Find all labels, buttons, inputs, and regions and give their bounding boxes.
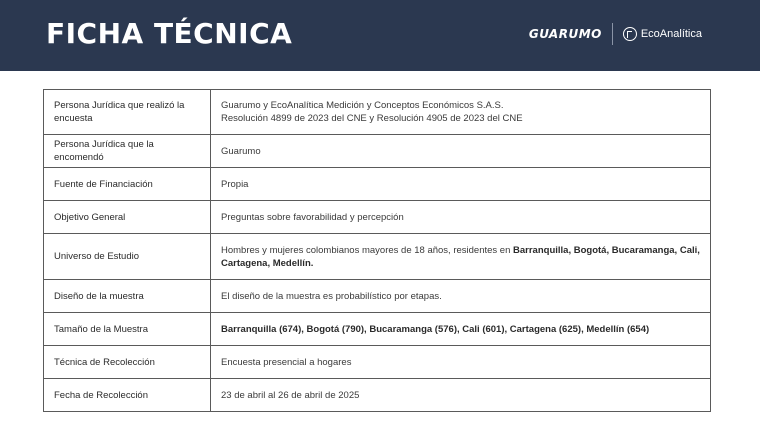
row-value-line: Guarumo y EcoAnalítica Medición y Conceptos Económicos S.A.S. <box>221 100 504 111</box>
table-row <box>44 201 711 234</box>
row-label: Fecha de Recolección <box>44 379 211 412</box>
ficha-table <box>43 89 711 412</box>
row-label: Objetivo General <box>44 201 211 234</box>
logo-divider <box>612 23 613 45</box>
header-banner <box>0 0 760 71</box>
row-label: Persona Jurídica que la encomendó <box>44 135 211 168</box>
logo-group <box>529 22 702 46</box>
row-value <box>211 234 711 280</box>
table-row <box>44 234 711 280</box>
row-label: Tamaño de la Muestra <box>44 313 211 346</box>
table-row <box>44 346 711 379</box>
row-value <box>211 90 711 135</box>
row-value: Propia <box>211 168 711 201</box>
table-row <box>44 90 711 135</box>
row-label: Diseño de la muestra <box>44 280 211 313</box>
row-value: Encuesta presencial a hogares <box>211 346 711 379</box>
row-value-cities: Barranquilla, Bogotá, Bucaramanga, Cali, Cartagena, Medellín. <box>221 244 700 269</box>
ecoanalitica-logo <box>623 27 702 41</box>
table-row <box>44 168 711 201</box>
ecoanalitica-mark-icon <box>623 27 637 41</box>
table-row <box>44 280 711 313</box>
row-value: Guarumo <box>211 135 711 168</box>
row-value <box>211 313 711 346</box>
row-value-text: Hombres y mujeres colombianos mayores de 18 años, residentes en <box>221 244 511 256</box>
page-title: FICHA TÉCNICA <box>46 17 293 50</box>
table-row <box>44 135 711 168</box>
row-value-line: Resolución 4899 de 2023 del CNE y Resolución 4905 de 2023 del CNE <box>221 113 523 124</box>
row-label: Fuente de Financiación <box>44 168 211 201</box>
ecoanalitica-logo-text: EcoAnalítica <box>640 28 702 40</box>
row-label: Técnica de Recolección <box>44 346 211 379</box>
row-label: Universo de Estudio <box>44 234 211 280</box>
row-label: Persona Jurídica que realizó la encuesta <box>44 90 211 135</box>
row-value: 23 de abril al 26 de abril de 2025 <box>211 379 711 412</box>
table-row <box>44 379 711 412</box>
row-value: Preguntas sobre favorabilidad y percepción <box>211 201 711 234</box>
guarumo-logo: GUARUMO <box>528 27 602 41</box>
table-row <box>44 313 711 346</box>
row-value-sample-sizes: Barranquilla (674), Bogotá (790), Bucaramanga (576), Cali (601), Cartagena (625), Medellín (654) <box>221 323 650 335</box>
row-value: El diseño de la muestra es probabilístico por etapas. <box>211 280 711 313</box>
